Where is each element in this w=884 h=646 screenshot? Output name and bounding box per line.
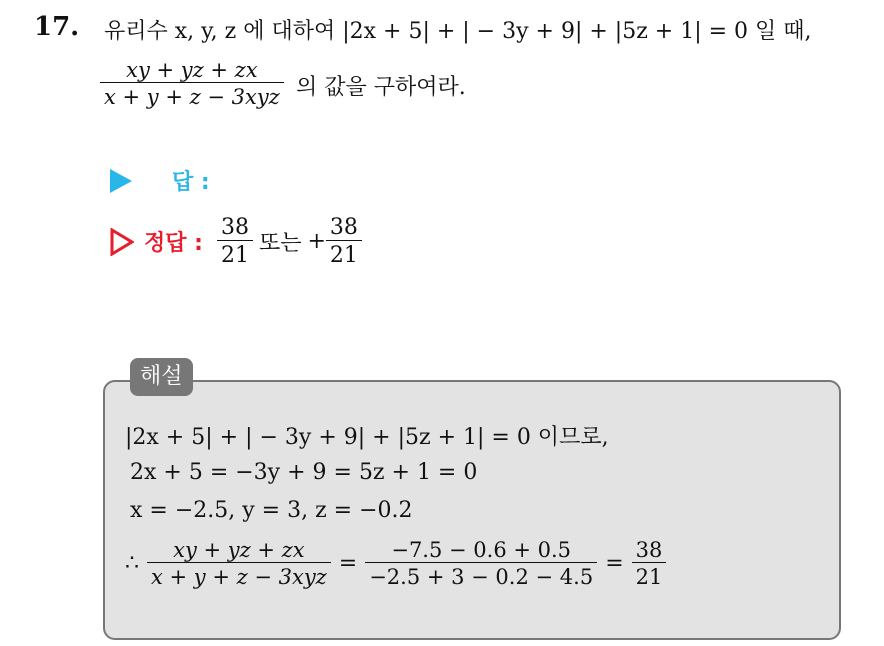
question-line2-tail: 의 값을 구하여라. [296, 75, 466, 100]
solution-tag: 해설 [130, 358, 193, 396]
fraction-numerator: −7.5 − 0.6 + 0.5 [391, 538, 572, 562]
answer-label: 답 : [172, 170, 210, 195]
fraction-denominator: 21 [326, 240, 362, 268]
correct-answer-fraction-2 [326, 215, 362, 268]
correct-answer-sign: + [307, 229, 326, 254]
solution-line4 [125, 538, 666, 589]
fraction-numerator: xy + yz + zx [173, 538, 305, 562]
play-triangle-icon [110, 169, 132, 193]
equals-sign: = [605, 551, 624, 576]
fraction-denominator: 21 [632, 562, 667, 589]
solution-fraction-3 [632, 538, 667, 589]
correct-answer-connector: 또는 [258, 231, 302, 256]
therefore-symbol: ∴ [125, 551, 139, 576]
fraction-numerator: 38 [635, 538, 663, 562]
fraction-denominator: 21 [217, 240, 253, 268]
answer-row [110, 165, 210, 196]
question-line1: 유리수 x, y, z 에 대하여 |2x + 5| + | − 3y + 9| + |5z + 1| = 0 일 때, [104, 19, 812, 44]
solution-fraction-2 [365, 538, 597, 589]
fraction-denominator: −2.5 + 3 − 0.2 − 4.5 [365, 562, 597, 589]
solution-line1: |2x + 5| + | − 3y + 9| + |5z + 1| = 0 이므로, [125, 425, 609, 450]
question-number: 17. [34, 12, 80, 42]
correct-answer-fraction-1 [217, 215, 253, 268]
solution-fraction-1 [147, 538, 331, 589]
correct-answer-value [217, 215, 362, 268]
correct-answer-label: 정답 : [144, 231, 203, 256]
solution-line3: x = −2.5, y = 3, z = −0.2 [130, 498, 413, 523]
fraction-numerator: 38 [220, 215, 249, 240]
fraction-numerator: 38 [329, 215, 358, 240]
correct-answer-row [110, 215, 362, 268]
question-fraction [100, 58, 284, 109]
solution-line2: 2x + 5 = −3y + 9 = 5z + 1 = 0 [130, 460, 478, 485]
question-fraction-numerator: xy + yz + zx [126, 58, 258, 82]
outline-triangle-icon [110, 228, 134, 256]
fraction-denominator: x + y + z − 3xyz [147, 562, 331, 589]
question-fraction-denominator: x + y + z − 3xyz [100, 82, 284, 109]
equals-sign: = [338, 551, 358, 576]
